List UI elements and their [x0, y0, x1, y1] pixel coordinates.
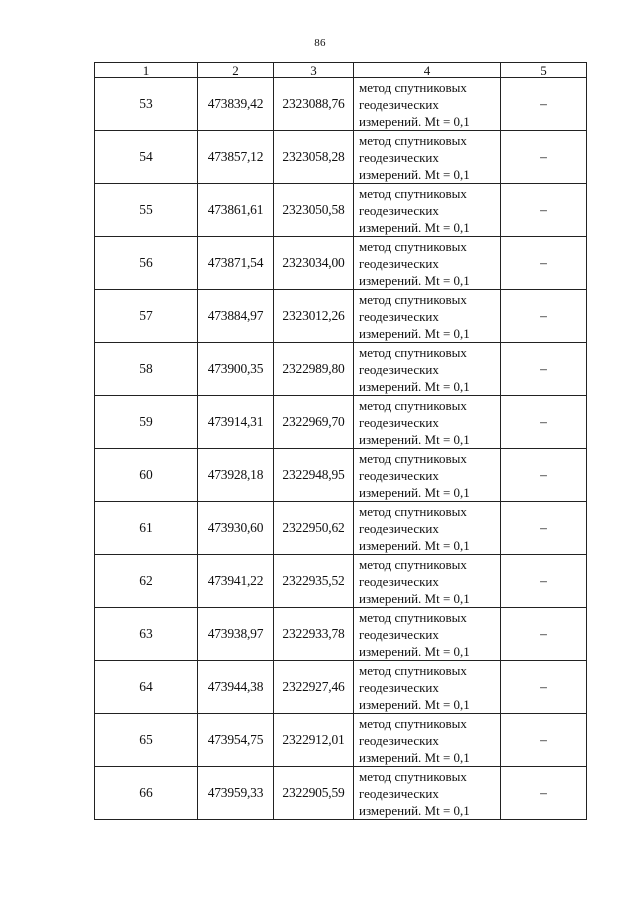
table-row [95, 343, 587, 396]
table-row [95, 714, 587, 767]
point-number-cell: 61 [95, 502, 198, 555]
method-cell [354, 184, 501, 237]
table-row [95, 290, 587, 343]
y-coordinate-cell: 2322905,59 [274, 767, 354, 820]
point-number-cell: 57 [95, 290, 198, 343]
method-line: измерений. Mt = 0,1 [359, 643, 470, 659]
table-row [95, 237, 587, 290]
note-cell: – [501, 449, 587, 502]
method-line: измерений. Mt = 0,1 [359, 325, 470, 341]
x-coordinate-cell: 473930,60 [198, 502, 274, 555]
x-coordinate-cell: 473959,33 [198, 767, 274, 820]
point-number-cell: 66 [95, 767, 198, 820]
x-coordinate-cell: 473884,97 [198, 290, 274, 343]
method-line: геодезических [359, 573, 439, 589]
point-number-cell: 53 [95, 78, 198, 131]
column-header: 4 [354, 63, 501, 78]
method-cell [354, 396, 501, 449]
table-row [95, 767, 587, 820]
note-cell: – [501, 237, 587, 290]
method-line: измерений. Mt = 0,1 [359, 484, 470, 500]
method-line: метод спутниковых [359, 79, 467, 95]
x-coordinate-cell: 473900,35 [198, 343, 274, 396]
method-line: геодезических [359, 467, 439, 483]
page-number: 86 [314, 37, 326, 49]
table-row [95, 78, 587, 131]
x-coordinate-cell: 473938,97 [198, 608, 274, 661]
method-line: метод спутниковых [359, 450, 467, 466]
method-cell [354, 78, 501, 131]
method-cell [354, 714, 501, 767]
method-line: геодезических [359, 520, 439, 536]
method-line: измерений. Mt = 0,1 [359, 166, 470, 182]
table-body [95, 78, 587, 820]
x-coordinate-cell: 473857,12 [198, 131, 274, 184]
method-line: геодезических [359, 255, 439, 271]
method-cell [354, 502, 501, 555]
y-coordinate-cell: 2322950,62 [274, 502, 354, 555]
method-line: геодезических [359, 414, 439, 430]
y-coordinate-cell: 2322927,46 [274, 661, 354, 714]
method-line: метод спутниковых [359, 662, 467, 678]
method-line: геодезических [359, 361, 439, 377]
note-cell: – [501, 396, 587, 449]
method-line: метод спутниковых [359, 715, 467, 731]
y-coordinate-cell: 2322969,70 [274, 396, 354, 449]
point-number-cell: 56 [95, 237, 198, 290]
point-number-cell: 62 [95, 555, 198, 608]
note-cell: – [501, 555, 587, 608]
table-row [95, 608, 587, 661]
method-line: измерений. Mt = 0,1 [359, 802, 470, 818]
method-line: метод спутниковых [359, 503, 467, 519]
method-line: измерений. Mt = 0,1 [359, 431, 470, 447]
note-cell: – [501, 343, 587, 396]
column-header: 3 [274, 63, 354, 78]
note-cell: – [501, 184, 587, 237]
note-cell: – [501, 767, 587, 820]
column-header: 2 [198, 63, 274, 78]
point-number-cell: 60 [95, 449, 198, 502]
column-header: 1 [95, 63, 198, 78]
method-line: метод спутниковых [359, 132, 467, 148]
method-cell [354, 237, 501, 290]
method-line: геодезических [359, 149, 439, 165]
y-coordinate-cell: 2322935,52 [274, 555, 354, 608]
x-coordinate-cell: 473944,38 [198, 661, 274, 714]
method-cell [354, 290, 501, 343]
method-line: геодезических [359, 96, 439, 112]
point-number-cell: 63 [95, 608, 198, 661]
method-line: метод спутниковых [359, 291, 467, 307]
x-coordinate-cell: 473871,54 [198, 237, 274, 290]
table-row [95, 449, 587, 502]
note-cell: – [501, 608, 587, 661]
method-line: геодезических [359, 308, 439, 324]
column-header: 5 [501, 63, 587, 78]
method-line: измерений. Mt = 0,1 [359, 590, 470, 606]
method-line: геодезических [359, 679, 439, 695]
point-number-cell: 54 [95, 131, 198, 184]
method-line: измерений. Mt = 0,1 [359, 749, 470, 765]
method-line: измерений. Mt = 0,1 [359, 696, 470, 712]
method-line: метод спутниковых [359, 556, 467, 572]
point-number-cell: 64 [95, 661, 198, 714]
method-line: метод спутниковых [359, 609, 467, 625]
y-coordinate-cell: 2322933,78 [274, 608, 354, 661]
x-coordinate-cell: 473839,42 [198, 78, 274, 131]
method-line: метод спутниковых [359, 185, 467, 201]
note-cell: – [501, 502, 587, 555]
x-coordinate-cell: 473928,18 [198, 449, 274, 502]
method-cell [354, 449, 501, 502]
note-cell: – [501, 78, 587, 131]
x-coordinate-cell: 473861,61 [198, 184, 274, 237]
method-line: измерений. Mt = 0,1 [359, 272, 470, 288]
x-coordinate-cell: 473941,22 [198, 555, 274, 608]
method-cell [354, 131, 501, 184]
method-line: метод спутниковых [359, 238, 467, 254]
table-row [95, 661, 587, 714]
method-line: измерений. Mt = 0,1 [359, 113, 470, 129]
y-coordinate-cell: 2322912,01 [274, 714, 354, 767]
y-coordinate-cell: 2323058,28 [274, 131, 354, 184]
method-line: измерений. Mt = 0,1 [359, 378, 470, 394]
coordinates-table [94, 62, 587, 820]
method-cell [354, 767, 501, 820]
method-line: измерений. Mt = 0,1 [359, 219, 470, 235]
y-coordinate-cell: 2322948,95 [274, 449, 354, 502]
method-line: геодезических [359, 626, 439, 642]
method-cell [354, 608, 501, 661]
y-coordinate-cell: 2323034,00 [274, 237, 354, 290]
x-coordinate-cell: 473954,75 [198, 714, 274, 767]
y-coordinate-cell: 2323050,58 [274, 184, 354, 237]
method-line: геодезических [359, 785, 439, 801]
note-cell: – [501, 290, 587, 343]
method-cell [354, 555, 501, 608]
point-number-cell: 58 [95, 343, 198, 396]
table-row [95, 396, 587, 449]
method-cell [354, 661, 501, 714]
note-cell: – [501, 714, 587, 767]
table-row [95, 502, 587, 555]
method-line: измерений. Mt = 0,1 [359, 537, 470, 553]
method-line: метод спутниковых [359, 768, 467, 784]
point-number-cell: 55 [95, 184, 198, 237]
table-row [95, 131, 587, 184]
method-line: геодезических [359, 732, 439, 748]
method-line: метод спутниковых [359, 397, 467, 413]
method-line: метод спутниковых [359, 344, 467, 360]
table-row [95, 184, 587, 237]
method-cell [354, 343, 501, 396]
y-coordinate-cell: 2322989,80 [274, 343, 354, 396]
method-line: геодезических [359, 202, 439, 218]
table-row [95, 555, 587, 608]
y-coordinate-cell: 2323012,26 [274, 290, 354, 343]
x-coordinate-cell: 473914,31 [198, 396, 274, 449]
table-header-row [95, 63, 587, 78]
note-cell: – [501, 661, 587, 714]
point-number-cell: 59 [95, 396, 198, 449]
y-coordinate-cell: 2323088,76 [274, 78, 354, 131]
note-cell: – [501, 131, 587, 184]
point-number-cell: 65 [95, 714, 198, 767]
